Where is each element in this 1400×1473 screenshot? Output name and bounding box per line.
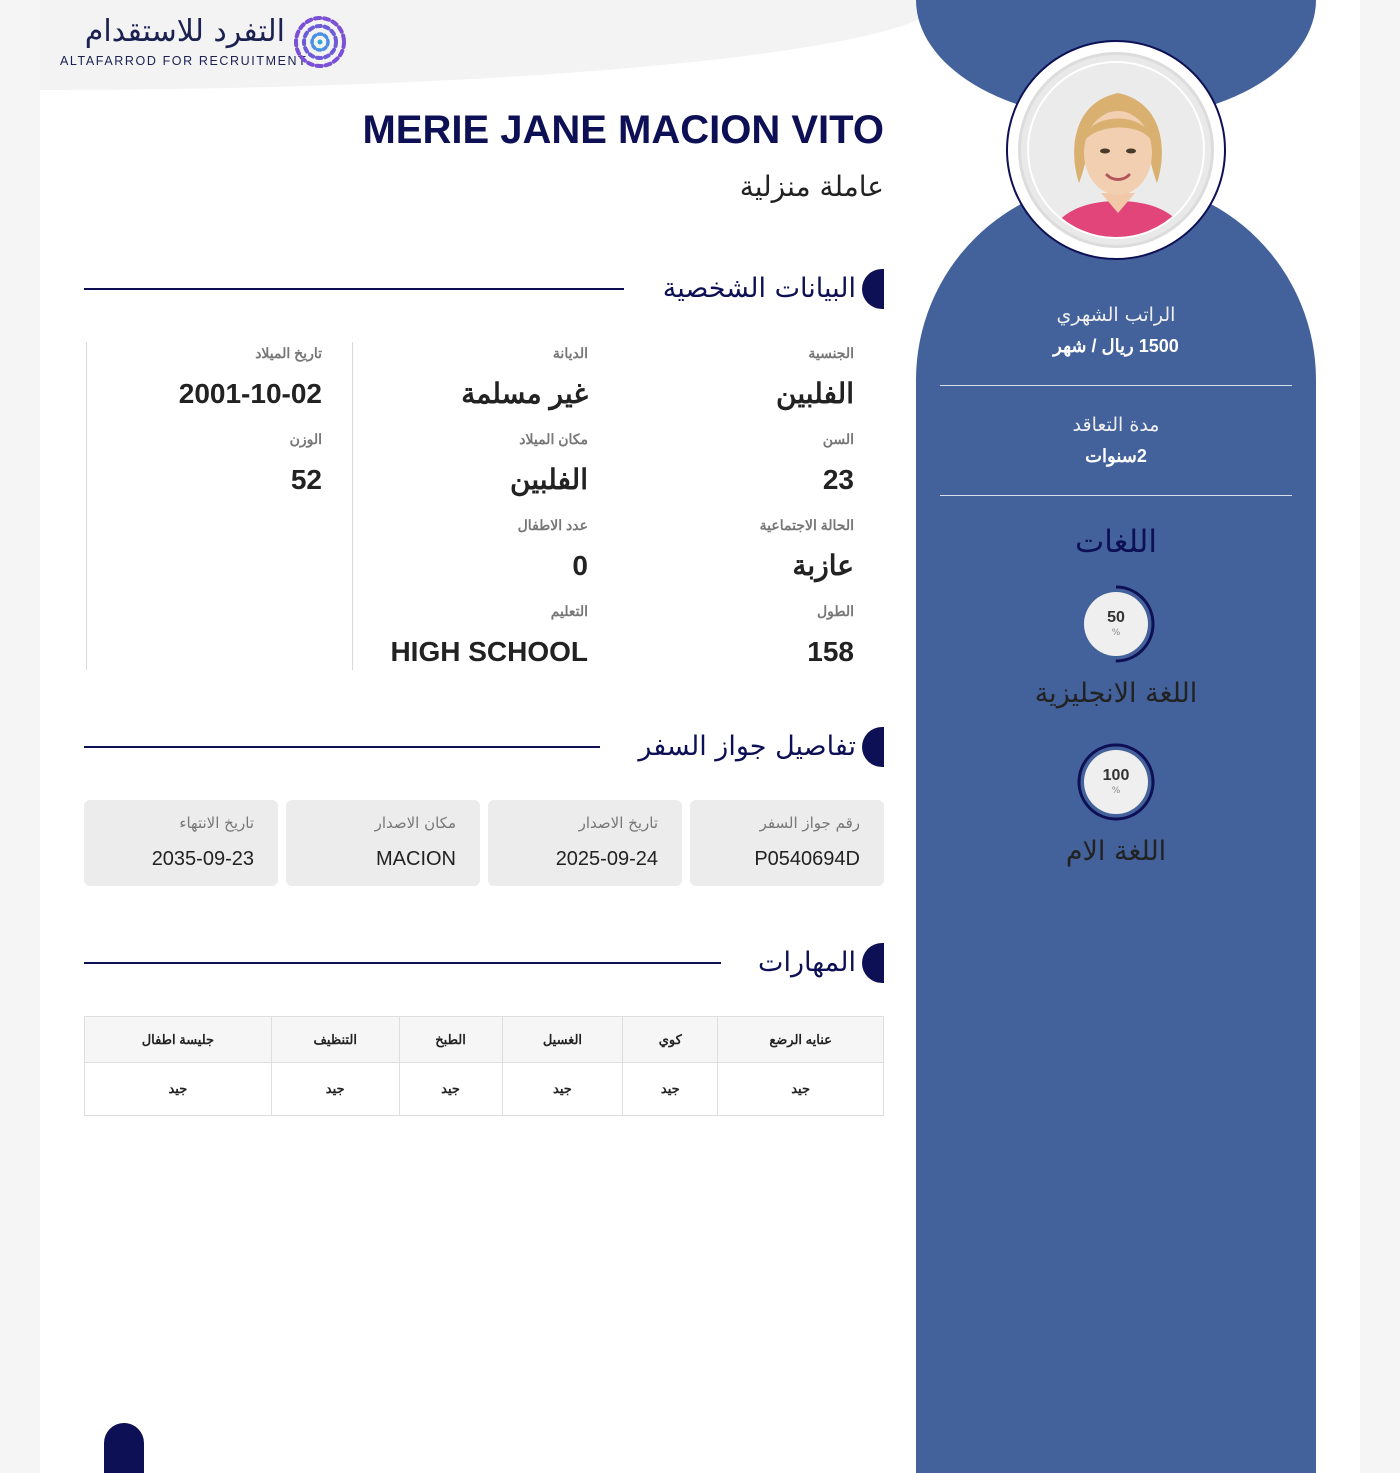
cv-page [40,0,1360,1473]
company-logo [60,14,360,74]
field-value: غير مسلمة [461,378,588,409]
language-english [916,584,1316,712]
language-level-value: 100 [1102,767,1130,784]
percent-sign: % [1111,786,1121,796]
language-name: اللغة الانجليزية [1034,678,1198,709]
profile-photo [1018,52,1214,248]
skills-value-row [85,1063,884,1116]
skill-rating: جيد [502,1063,623,1116]
profile-photo-frame [1006,40,1226,260]
section-marker [862,727,884,767]
field-label: الجنسية [808,345,854,361]
field-label: الحالة الاجتماعية [759,517,854,533]
language-level-ring [1076,584,1156,664]
section-divider-line [84,746,600,748]
skills-table [84,1016,884,1116]
skill-header: الغسيل [502,1017,623,1063]
weight-field [290,428,322,502]
age-field [823,428,854,502]
language-mother-tongue [916,742,1316,870]
card-value: 2035-09-23 [151,848,254,870]
field-value: HIGH SCHOOL [390,636,588,667]
salary-info [940,302,1292,360]
birthdate-field [179,342,322,416]
sidebar-divider [940,495,1292,496]
field-label: تاريخ الميلاد [255,345,322,361]
contract-info [940,412,1292,470]
field-label: مكان الميلاد [519,431,588,447]
marital-status-field [760,514,854,588]
skill-rating: جيد [399,1063,502,1116]
issue-date-card [488,800,682,886]
field-value: 2001-10-02 [178,378,322,409]
language-level-ring [1076,742,1156,822]
info-column-2 [352,342,618,670]
ring-center [1084,750,1148,814]
field-value: 23 [822,464,854,495]
person-portrait-icon [1029,63,1205,239]
salary-value: 1500 ريال / شهر [1053,336,1179,356]
worker-name: MERIE JANE MACION VITO [362,108,884,152]
logo-arabic-text: التفرد للاستقدام [84,14,285,49]
salary-label: الراتب الشهري [1056,304,1176,326]
info-column-3 [86,342,352,670]
field-value: عازبة [792,550,854,581]
skills-header-row [85,1017,884,1063]
skill-rating: جيد [623,1063,718,1116]
issue-place-card [286,800,480,886]
section-skills-header [84,943,884,983]
children-count-field [518,514,588,588]
ring-center [1084,592,1148,656]
contract-value: 2سنوات [1085,446,1147,466]
section-marker [862,269,884,309]
skill-rating: جيد [718,1063,884,1116]
birthplace-field [510,428,588,502]
passport-number-card [690,800,884,886]
bottom-decoration [104,1423,144,1473]
field-label: السن [822,431,854,447]
skill-header: التنظيف [271,1017,399,1063]
section-divider-line [84,288,624,290]
section-divider-line [84,962,721,964]
field-label: عدد الاطفال [517,517,588,533]
logo-mark-icon [292,14,348,70]
personal-info-grid [84,342,884,670]
language-name: اللغة الام [1065,836,1167,867]
field-label: الطول [816,603,854,619]
section-passport-header [84,727,884,767]
sidebar [916,0,1316,1473]
section-title: البيانات الشخصية [662,273,856,304]
job-title: عاملة منزلية [739,170,884,203]
photo-portrait [1027,61,1205,239]
percent-sign: % [1111,628,1121,638]
field-label: الديانة [552,345,588,361]
field-value: 52 [290,464,322,495]
card-value: P0540694D [754,848,860,870]
field-label: الوزن [289,431,322,447]
field-value: الفلبين [776,378,854,409]
card-label: مكان الاصدار [374,814,456,832]
card-value: MACION [376,848,456,870]
card-label: تاريخ الاصدار [578,814,658,832]
skill-header: جليسة اطفال [85,1017,272,1063]
section-title: تفاصيل جواز السفر [638,731,856,762]
skill-header: الطبخ [399,1017,502,1063]
skill-header: عنايه الرضع [718,1017,884,1063]
field-value: 0 [572,550,588,581]
section-title: المهارات [758,947,856,978]
skill-header: كوي [623,1017,718,1063]
religion-field [461,342,588,416]
languages-title: اللغات [1075,524,1157,560]
skill-rating: جيد [85,1063,272,1116]
field-value: 158 [807,636,854,667]
section-marker [862,943,884,983]
card-label: رقم جواز السفر [759,814,860,832]
field-label: التعليم [550,603,588,619]
logo-english-text: ALTAFARROD FOR RECRUITMENT [60,54,308,68]
skill-rating: جيد [271,1063,399,1116]
height-field [807,600,854,674]
expiry-date-card [84,800,278,886]
info-column-1 [618,342,884,670]
card-value: 2025-09-24 [555,848,658,870]
education-field [390,600,588,674]
contract-label: مدة التعاقد [1072,414,1160,436]
sidebar-divider [940,385,1292,386]
card-label: تاريخ الانتهاء [179,814,254,832]
language-level-value: 50 [1107,609,1125,626]
nationality-field [776,342,854,416]
field-value: الفلبين [510,464,588,495]
section-personal-header [84,269,884,309]
